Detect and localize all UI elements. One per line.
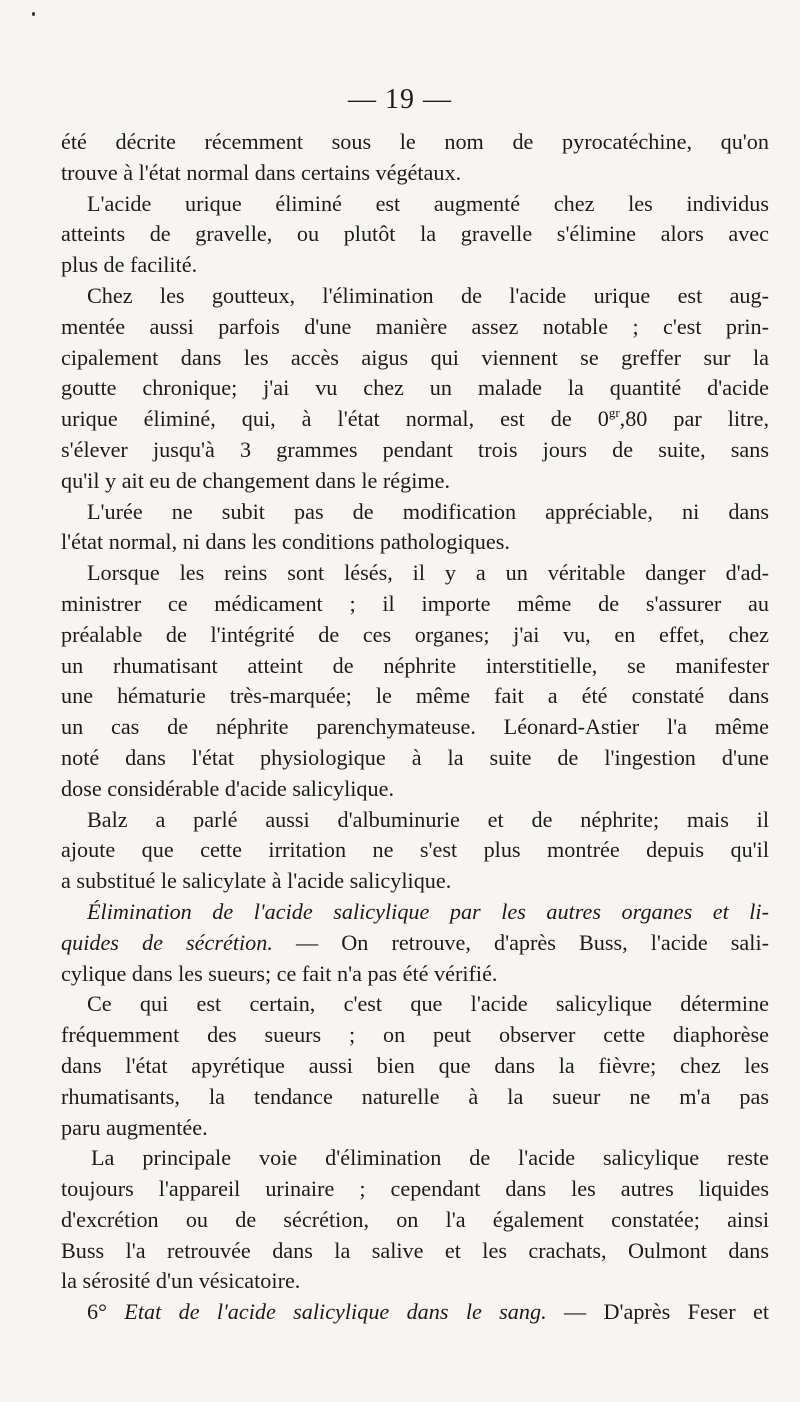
text-line: préalable de l'intégrité de ces organes; j'ai vu, en effet, chez [61, 621, 769, 647]
section-heading-line: Élimination de l'acide salicylique par les autres organes et li- [87, 898, 769, 924]
text-line: quides de sécrétion. — On retrouve, d'après Buss, l'acide sali- [61, 929, 769, 955]
text-line: goutte chronique; j'ai vu chez un malade la quantité d'acide [61, 375, 769, 401]
text-line: dans l'état apyrétique aussi bien que dans la fièvre; chez les [61, 1052, 769, 1078]
text-line: L'urée ne subit pas de modification appréciable, ni dans [87, 498, 769, 524]
text-line: un cas de néphrite parenchymateuse. Léonard-Astier l'a même [61, 714, 769, 740]
text-line: Ce qui est certain, c'est que l'acide salicylique détermine [87, 991, 769, 1017]
text-line: plus de facilité. [61, 252, 198, 278]
text-line: mentée aussi parfois d'une manière assez notable ; c'est prin- [61, 313, 769, 339]
text-line: un rhumatisant atteint de néphrite interstitielle, se manifester [61, 652, 769, 678]
text-line: Chez les goutteux, l'élimination de l'acide urique est aug- [87, 282, 769, 308]
section-heading-text: Etat de l'acide salicylique dans le sang. [124, 1299, 547, 1325]
text-line: noté dans l'état physiologique à la suite de l'ingestion d'une [61, 744, 769, 770]
unit-superscript: gr [608, 405, 620, 421]
section-heading-text: quides de sécrétion. [61, 929, 273, 955]
text-line: l'état normal, ni dans les conditions pathologiques. [61, 529, 510, 555]
ink-speck [32, 12, 35, 16]
text-line: La principale voie d'élimination de l'acide salicylique reste [91, 1145, 769, 1171]
text-line: ajoute que cette irritation ne s'est plus montrée depuis qu'il [61, 837, 769, 863]
text-line: une hématurie très-marquée; le même fait a été constaté dans [61, 683, 769, 709]
text-line: paru augmentée. [61, 1114, 208, 1140]
text-line: été décrite récemment sous le nom de pyrocatéchine, qu'on [61, 129, 769, 154]
text-line: a substitué le salicylate à l'acide salicylique. [61, 868, 452, 894]
text-line: Balz a parlé aussi d'albuminurie et de néphrite; mais il [87, 806, 769, 832]
page-number: — 19 — [348, 84, 452, 115]
text-line: atteints de gravelle, ou plutôt la gravelle s'élimine alors avec [61, 221, 769, 247]
text-line: Lorsque les reins sont lésés, il y a un véritable danger d'ad- [87, 560, 769, 586]
text-line: cylique dans les sueurs; ce fait n'a pas été vérifié. [61, 960, 498, 986]
text-line: urique éliminé, qui, à l'état normal, est de $0^{gr},80$ par litre, [61, 405, 770, 432]
text-line: d'excrétion ou de sécrétion, on l'a également constatée; ainsi [61, 1206, 769, 1232]
text-line: cipalement dans les accès aigus qui viennent se greffer sur la [61, 344, 769, 370]
text-line: Buss l'a retrouvée dans la salive et les crachats, Oulmont dans [61, 1237, 769, 1263]
text-line: trouve à l'état normal dans certains végétaux. [61, 159, 462, 185]
text-line: dose considérable d'acide salicylique. [61, 775, 394, 801]
text-line: s'élever jusqu'à 3 grammes pendant trois jours de suite, sans [61, 436, 769, 462]
text-line: toujours l'appareil urinaire ; cependant dans les autres liquides [61, 1176, 769, 1202]
text-line: rhumatisants, la tendance naturelle à la sueur ne m'a pas [61, 1083, 769, 1109]
text-line: la sérosité d'un vésicatoire. [61, 1268, 301, 1294]
text-line: L'acide urique éliminé est augmenté chez les individus [87, 190, 769, 216]
text-line: qu'il y ait eu de changement dans le régime. [61, 467, 451, 493]
body-text [61, 127, 769, 1328]
text-line: 6° Etat de l'acide salicylique dans le sang. — D'après Feser et [87, 1299, 770, 1325]
text-line: fréquemment des sueurs ; on peut observer cette diaphorèse [61, 1022, 769, 1048]
text-line: ministrer ce médicament ; il importe même de s'assurer au [61, 590, 769, 616]
